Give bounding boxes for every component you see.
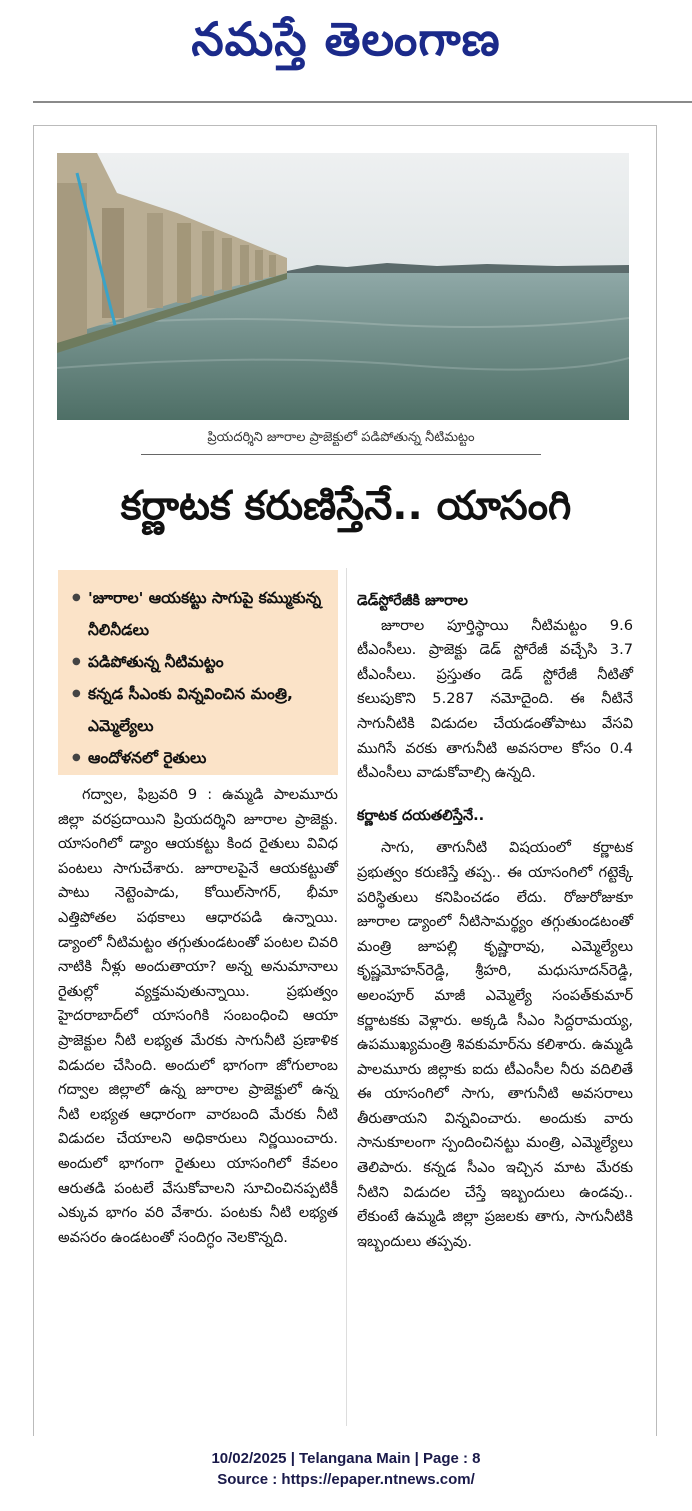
highlight-item: ● 'జూరాల' ఆయకట్టు సాగుపై కమ్ముకున్న నీలినీడలు: [72, 582, 328, 646]
highlight-item: ● కన్నడ సీఎంకు విన్నవించిన మంత్రి, ఎమ్మెల్యేలు: [72, 678, 328, 742]
highlight-item: ● ఆందోళనలో రైతులు: [72, 742, 328, 774]
masthead: [0, 0, 692, 92]
newspaper-logo: నమస్తే తెలంగాణ: [191, 12, 501, 66]
article-headline: కర్ణాటక కరుణిస్తేనే.. యాసంగి: [120, 483, 572, 529]
article-body-left: [58, 783, 338, 1250]
photo-caption: ప్రియదర్శిని జూరాల ప్రాజెక్టులో పడిపోతున్న నీటిమట్టం: [141, 430, 541, 455]
section-title-dead-storage: డెడ్‌స్టోరేజీకి జూరాల: [357, 593, 468, 609]
column-divider: [346, 568, 347, 1426]
body-paragraph: సాగు, తాగునీటి విషయంలో కర్ణాటక ప్రభుత్వం కరుణిస్తే తప్ప.. ఈ యాసంగిలో గట్టెక్కే పరిస్థితులు కనిపించడం లేదు. రోజురోజుకూ జూరాల డ్యాంలో నీటిసామర్థ్యం తగ్గుతుండటంతో మంత్రి జూపల్లి కృష్ణారావు, ఎమ్మెల్యేలు కృష్ణమోహన్‌రెడ్డి, శ్రీహరి, మధుసూదన్‌రెడ్డి, అలంపూర్ మాజీ ఎమ్మెల్యే సంపత్‌కుమార్ కర్ణాటకకు వెళ్లారు. అక్కడి సీఎం సిద్దరామయ్య, ఉపముఖ్యమంత్రి శివకుమార్‌ను కలిశారు. ఉమ్మడి పాలమూరు జిల్లాకు ఐదు టీఎంసీల నీరు వదిలితే ఈ యాసంగిలో సాగు, తాగునీటి అవసరాలు తీరుతాయని విన్నవించారు. అందుకు వారు సానుకూలంగా స్పందించినట్టు మంత్రి, ఎమ్మెల్యేలు తెలిపారు. కన్నడ సీఎం ఇచ్చిన మాట మేరకు నీటిని విడుదల చేస్తే ఇబ్బందులు ఉండవు.. లేకుంటే ఉమ్మడి జిల్లా ప్రజలకు తాగు, సాగునీటికి ఇబ్బందులు తప్పవు.: [357, 839, 633, 1250]
highlight-item: ● పడిపోతున్న నీటిమట్టం: [72, 646, 328, 678]
section-title-karnataka: కర్ణాటక దయతలిస్తేనే..: [357, 807, 485, 824]
footer-date-edition: 10/02/2025 | Telangana Main | Page : 8: [211, 1450, 481, 1467]
body-paragraph: జూరాల పూర్తిస్థాయి నీటిమట్టం 9.6 టీఎంసీలు. ప్రాజెక్టు డెడ్ స్టోరేజీ వచ్చేసి 3.7 టీఎంసీలు. ప్రస్తుతం డెడ్ స్టోరేజీ నీటితో కలుపుకొని 5.287 నమోదైంది. ఈ నీటినే సాగునీటికి విడుదల చేయడంతోపాటు వేసవి ముగిసే వరకు తాగునీటి అవసరాల కోసం 0.4 టీఎంసీలు వాడుకోవాల్సి ఉన్నది.: [357, 616, 633, 782]
highlights-list: [58, 570, 338, 774]
footer-source: Source : https://epaper.ntnews.com/: [217, 1471, 475, 1488]
article-body-right: [357, 589, 633, 1254]
dam-photo: [57, 153, 629, 420]
highlights-box: [58, 570, 338, 775]
dam-photo-illustration: [57, 153, 629, 420]
masthead-rule: [33, 101, 692, 103]
body-paragraph: గద్వాల, ఫిబ్రవరి 9 : ఉమ్మడి పాలమూరు జిల్లా వరప్రదాయిని ప్రియదర్శిని జూరాల ప్రాజెక్టు. యాసంగిలో డ్యాం ఆయకట్టు కింద రైతులు వివిధ పంటలు సాగుచేశారు. జూరాలపైనే ఆయకట్టుతో పాటు నెట్టెంపాడు, కోయిల్‌సాగర్, భీమా ఎత్తిపోతల పథకాలు ఆధారపడి ఉన్నాయి. డ్యాంలో నీటిమట్టం తగ్గుతుండటంతో పంటల చివరి నాటికి నీళ్లు అందుతాయా? అన్న అనుమానాలు రైతుల్లో వ్యక్తమవుతున్నాయి. ప్రభుత్వం హైదరాబాద్‌లో యాసంగికి సంబంధించి ఆయా ప్రాజెక్టుల నీటి లభ్యత మేరకు సాగునీటి ప్రణాళిక విడుదల చేసింది. అందులో భాగంగా జోగులాంబ గద్వాల జిల్లాలో ఉన్న జూరాల ప్రాజెక్టులో ఉన్న నీటి లభ్యత ఆధారంగా వారబంది మేరకు నీటి విడుదల చేయాలని అధికారులు నిర్ణయించారు. అందులో భాగంగా రైతులు యాసంగిలో కేవలం ఆరుతడి పంటలే వేసుకోవాలని సూచించినప్పటికీ ఎక్కువ భాగం వరి వేశారు. పంటకు నీటి లభ్యత అవసరం ఉండటంతో సందిగ్ధం నెలకొన్నది.: [58, 786, 338, 1246]
